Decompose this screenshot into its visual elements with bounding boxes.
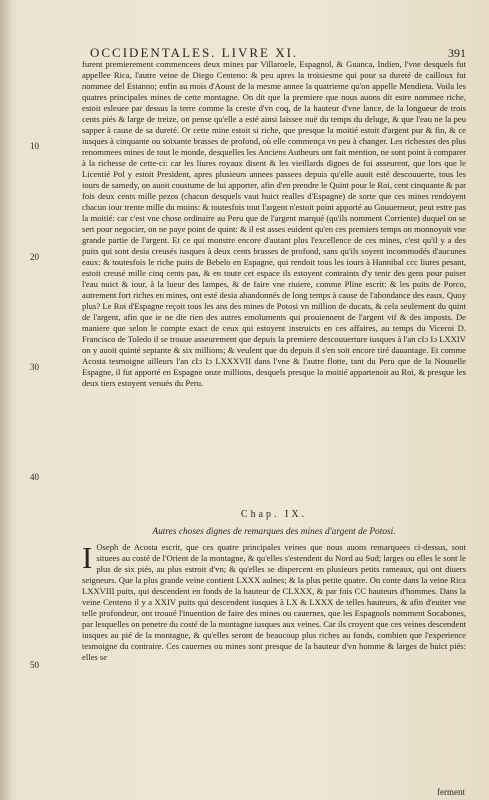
margin-line-number: 40 <box>30 472 39 482</box>
gutter-shadow <box>0 0 12 800</box>
margin-line-number: 30 <box>30 362 39 372</box>
running-title: OCCIDENTALES. LIVRE XI. <box>90 45 299 60</box>
margin-line-number: 50 <box>30 660 39 670</box>
chapter-paragraph <box>82 542 466 663</box>
margin-line-number: 20 <box>30 252 39 262</box>
body-paragraph: furent premierement commencees deux mines par Villaroele, Espagnol, & Guanca, Indien, l'vne desquels fut appellee Rica, l'autre veine de Diego Centeno: & peu apres la troisiesme qui pour sa dureté de cailloux fut nommee del Estanno; enfin au mois d'Aoust de la mesme annee la quatrieme qu'on appelle Mendieta. Voila les quatres principales mines de cette montagne. On dit que la premiere que nous auons dit estre nommee riche, estoit esleuee par dessus la terre comme la creste d'vn coq, de la hauteur d'vne lance, de la longueur de trois cents piés & large de treize, on pense qu'elle a esté ainsi laissee nuë du temps du deluge, & que l'eau ne la peu sapper à cause de sa dureté. Or cette mine estoit si riche, que presque la moitié estoit d'argent pur & fin, & ce iusques à cinquante ou soixante brasses de profond, où elle commença vn peu à changer. Les richesses des plus renommees mines de tout le monde, desquelles les Anciens Autheurs ont fait mention, ne sont point à comparer à la richesse de cette-ci: car les liures royaux disent & les vieillards dignes de foi asseurent, que lors que le Licentié Pol y estoit President, apres plusieurs annees passees depuis qu'elle auoit esté descouuerte, tous les iours de samedy, on auoit coustume de lui apporter, afin d'en prendre le Quint pour le Roi, cent cinquante & par fois deux cents mille pezos (chacun desquels vaut huict realles d'Espagne) de sorte que ces mines rendoyent chacun iour trente mille du moins: & toutesfois tout l'argent n'estoit point apporté au Gouuerneur, peut estre pas la moitié: car c'est vne chose ordinaire au Peru que de l'argent marqué (qu'ils nomment Corriente) duquel on se sert pour negocier, on ne paye point de quint: & il est asses euident qu'en ces premiers temps on monnoyoit vne grande partie de l'argent. Et ce qui monstre encore d'autant plus l'excellence de ces mines, c'est qu'il y a des puits qui sont desia creusés iusques à deux cents brasses de profond, sans qu'ils soyent incommodés d'aucunes eaux: & toutesfois le riche puits de Bebelo en Espagne, qui rendoit tous les iours à Hannibal ccc liures pesant, estoit creusé mille cinq cents pas, & en toute cet espace ils estoyent contraints d'y tenir des gens pour puiser l'eau nuict & iour, à la lueur des lampes, & de faire vne riuiere, comme Pline escrit: & les puits de Porco, autrement fort riches en mines, ont esté desia abandonnés de long temps à cause de l'abondance des eaux. Quoy plus? Le Roi d'Espagne reçoit tous les ans des mines de Potosi vn million de ducats, & cela seulement du quint de l'argent, afin que ie ne die rien des autres emoluments qui prouiennent de l'argent vif & des imposts. De maniere que selon le compte exact de ceux qui estoyent instruicts en ces affaires, au temps du Viceroi D. Francisco de Toledo il se trouue asseurement que depuis la premiere descouuerture iusques à l'an cIɔ Iɔ LXXIV on y auoit quinté septante & six millions; & veulent que du depuis il s'en soit encore tiré dauantage. Et comme Acosta tesmoigne ailleurs l'an cIɔ Iɔ LXXXVII dans l'vne & l'autre flotte, tant du Peru que de la Nouuelle Espagne, il fut apporté en Espagne onze millions, desquels presque la moitié appartenoit au Roi, & presque les deux tiers estoyent venués du Peru. <box>82 59 466 388</box>
drop-cap: I <box>82 540 93 575</box>
chapter-title: Autres choses dignes de remarques des mines d'argent de Potosi. <box>152 527 396 537</box>
chapter-heading: Chap. IX. <box>240 509 308 520</box>
page-number: 391 <box>448 46 466 60</box>
chapter-paragraph-text: Oseph de Acosta escrit, que ces quatre principales veines que nous auons remarquees ci-dessus, sont situees au costé de l'Orient de la montagne, & qu'elles s'estendent du Nord au Sud; larges ou elles le sont le plus de six piés, au plus estroit d'vn; & qu'elles se dispercent en plusieurs petits rameaux, qui ont diuers seigneurs. Que la plus grande veine contient LXXX aulnes; & la plus petite quatre. On conte dans la veine Rica LXXVIII puits, qui descendent en fonds de la hauteur de CLXXX, & par fois CC hauteurs d'hommes. Dans la veine Centeno il y a XXIV puits qui descendent iusques à LX & LXXX de telles hauteurs, & afin d'euiter vne telle profondeur, ont trouué l'inuention de faire des mines ou cauernes, que les Espagnols nomment Socabones, par lesquelles on penetre du costé de la montagne iusques aux veines. Car ils croyent que ces veines descendent iusques au pié de la montagne, & qu'elles seront de beaucoup plus riches au fonds, combien que l'experience tesmoigne du contraire. Ces cauernes ou mines sont presque de la hauteur d'vn homme & larges de huict piés: elles se <box>82 542 466 662</box>
catchword: ferment <box>437 787 465 797</box>
margin-line-number: 10 <box>30 141 39 151</box>
